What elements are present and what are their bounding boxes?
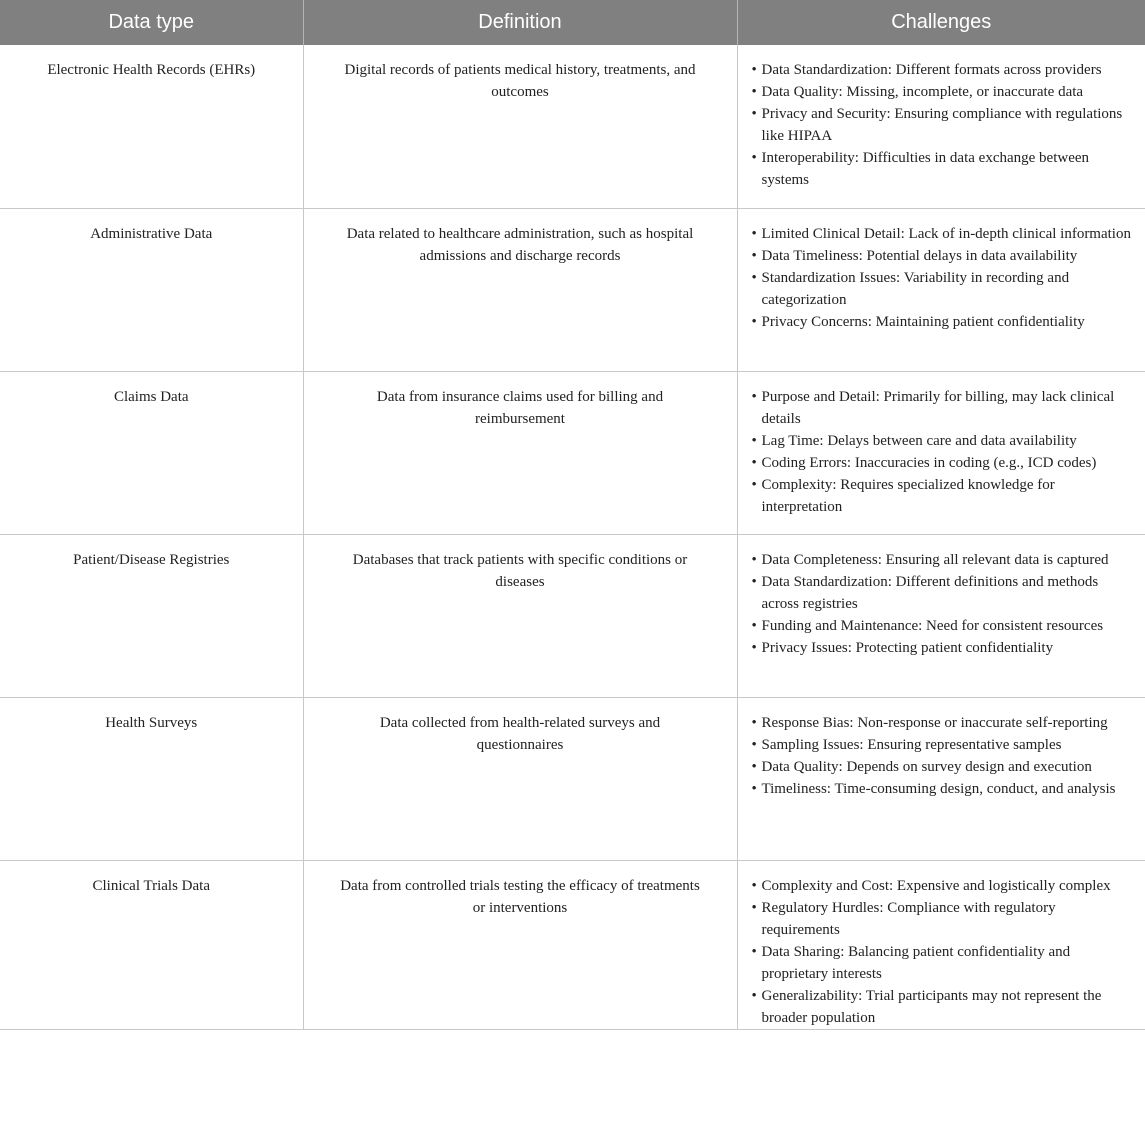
- header-data-type: Data type: [0, 0, 303, 45]
- definition-cell: Digital records of patients medical history, treatments, and outcomes: [303, 45, 737, 208]
- challenges-list: [752, 223, 1132, 333]
- table-row: [0, 371, 1145, 534]
- challenges-cell: [737, 371, 1145, 534]
- challenges-list: [752, 386, 1132, 518]
- challenge-item: • Standardization Issues: Variability in recording and categorization: [752, 267, 1132, 311]
- challenge-item: • Data Timeliness: Potential delays in data availability: [752, 245, 1132, 267]
- challenge-item: • Privacy Concerns: Maintaining patient confidentiality: [752, 311, 1132, 333]
- challenges-cell: [737, 534, 1145, 697]
- definition-cell: Data from insurance claims used for billing and reimbursement: [303, 371, 737, 534]
- challenges-cell: [737, 45, 1145, 208]
- challenge-item: • Interoperability: Difficulties in data exchange between systems: [752, 147, 1132, 191]
- definition-cell: Data collected from health-related surveys and questionnaires: [303, 697, 737, 860]
- challenge-item: • Timeliness: Time-consuming design, conduct, and analysis: [752, 778, 1132, 800]
- data-type-cell: Claims Data: [0, 371, 303, 534]
- challenge-item: • Data Quality: Missing, incomplete, or inaccurate data: [752, 81, 1132, 103]
- challenges-list: [752, 59, 1132, 191]
- challenge-item: • Data Quality: Depends on survey design and execution: [752, 756, 1132, 778]
- table-row: [0, 208, 1145, 371]
- challenge-item: • Regulatory Hurdles: Compliance with regulatory requirements: [752, 897, 1132, 941]
- challenge-item: • Complexity and Cost: Expensive and logistically complex: [752, 875, 1132, 897]
- challenges-cell: [737, 860, 1145, 1029]
- table-row: [0, 697, 1145, 860]
- definition-cell: Databases that track patients with specific conditions or diseases: [303, 534, 737, 697]
- challenges-list: [752, 875, 1132, 1029]
- challenges-list: [752, 712, 1132, 800]
- challenge-item: • Privacy Issues: Protecting patient confidentiality: [752, 637, 1132, 659]
- challenge-item: • Data Standardization: Different formats across providers: [752, 59, 1132, 81]
- challenge-item: • Purpose and Detail: Primarily for billing, may lack clinical details: [752, 386, 1132, 430]
- data-type-cell: Patient/Disease Registries: [0, 534, 303, 697]
- challenge-item: • Data Sharing: Balancing patient confidentiality and proprietary interests: [752, 941, 1132, 985]
- challenges-cell: [737, 208, 1145, 371]
- table-row: [0, 45, 1145, 208]
- challenge-item: • Data Completeness: Ensuring all relevant data is captured: [752, 549, 1132, 571]
- table-body: [0, 45, 1145, 1029]
- challenge-item: • Coding Errors: Inaccuracies in coding (e.g., ICD codes): [752, 452, 1132, 474]
- challenges-cell: [737, 697, 1145, 860]
- data-type-cell: Health Surveys: [0, 697, 303, 860]
- challenge-item: • Data Standardization: Different definitions and methods across registries: [752, 571, 1132, 615]
- challenge-item: • Response Bias: Non-response or inaccurate self-reporting: [752, 712, 1132, 734]
- challenge-item: • Limited Clinical Detail: Lack of in-depth clinical information: [752, 223, 1132, 245]
- challenge-item: • Privacy and Security: Ensuring compliance with regulations like HIPAA: [752, 103, 1132, 147]
- data-type-cell: Clinical Trials Data: [0, 860, 303, 1029]
- table-row: [0, 534, 1145, 697]
- header-row: [0, 0, 1145, 45]
- challenge-item: • Generalizability: Trial participants may not represent the broader population: [752, 985, 1132, 1029]
- data-type-cell: Administrative Data: [0, 208, 303, 371]
- header-challenges: Challenges: [737, 0, 1145, 45]
- table-row: [0, 860, 1145, 1029]
- definition-cell: Data related to healthcare administration, such as hospital admissions and discharge records: [303, 208, 737, 371]
- challenge-item: • Funding and Maintenance: Need for consistent resources: [752, 615, 1132, 637]
- challenge-item: • Sampling Issues: Ensuring representative samples: [752, 734, 1132, 756]
- challenge-item: • Complexity: Requires specialized knowledge for interpretation: [752, 474, 1132, 518]
- challenges-list: [752, 549, 1132, 659]
- definition-cell: Data from controlled trials testing the efficacy of treatments or interventions: [303, 860, 737, 1029]
- challenge-item: • Lag Time: Delays between care and data availability: [752, 430, 1132, 452]
- header-definition: Definition: [303, 0, 737, 45]
- table-header: [0, 0, 1145, 45]
- data-type-cell: Electronic Health Records (EHRs): [0, 45, 303, 208]
